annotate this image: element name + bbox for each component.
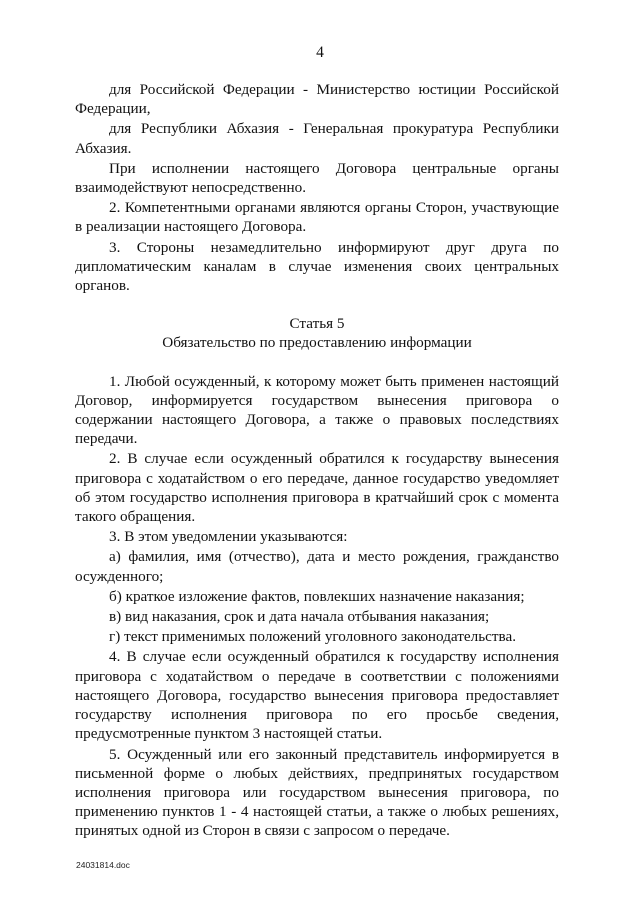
article-title: Обязательство по предоставлению информации [162,334,472,352]
list-item: г) текст применимых положений уголовного законодательства. [109,628,517,646]
paragraph: 4. В случае если осужденный обратился к государству исполнения приговора с ходатайством о передаче в соответствии с положениями настоящего Договора, государство вынесения приговора предоставляет государству исполнения приговора по его просьбе сведения, предусмотренные пунктом 3 настоящей статьи. [75,648,559,743]
paragraph: 3. Стороны незамедлительно информируют друг друга по дипломатическим каналам в случае изменения своих центральных органов. [75,238,559,295]
footer-filename: 24031814.doc [76,860,130,870]
paragraph: При исполнении настоящего Договора центральные органы взаимодействуют непосредственно. [75,159,559,197]
paragraph: 2. В случае если осужденный обратился к государству вынесения приговора с ходатайством о его передаче, данное государство уведомляет об этом государство исполнения приговора в кратчайший срок с момента такого обращения. [75,450,559,526]
page-number: 4 [316,44,324,61]
paragraph: 3. В этом уведомлении указываются: [109,528,348,546]
list-item: а) фамилия, имя (отчество), дата и место рождения, гражданство осужденного; [75,548,559,585]
paragraph: для Республики Абхазия - Генеральная прокуратура Республики Абхазия. [75,120,559,157]
article-number: Статья 5 [289,315,345,333]
paragraph: 5. Осужденный или его законный представитель информируется в письменной форме о любых действиях, предпринятых государством исполнения приговора или государством вынесения приговора, по применению пунктов 1 - 4 настоящей статьи, а также о любых решениях, принятых одной из Сторон в связи с запросом о передаче. [75,745,559,840]
list-item: в) вид наказания, срок и дата начала отбывания наказания; [109,608,490,626]
paragraph: для Российской Федерации - Министерство юстиции Российской Федерации, [75,81,559,118]
paragraph: 2. Компетентными органами являются органы Сторон, участвующие в реализации настоящего Договора. [75,199,559,236]
list-item: б) краткое изложение фактов, повлекших назначение наказания; [109,587,525,605]
paragraph: 1. Любой осужденный, к которому может быть применен настоящий Договор, информируется государством вынесения приговора о содержании настоящего Договора, а также о правовых последствиях передачи. [75,372,559,448]
document-body [75,80,559,841]
